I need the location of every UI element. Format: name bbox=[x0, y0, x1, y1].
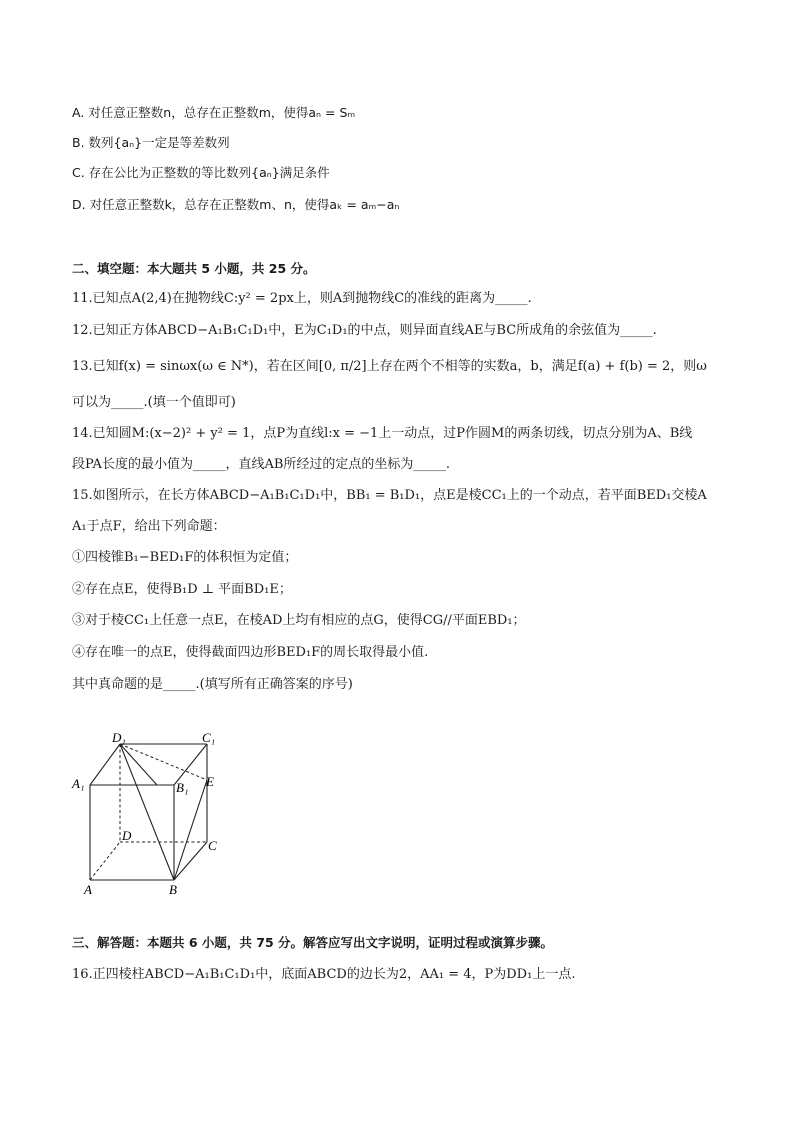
label-e: E bbox=[206, 774, 214, 789]
option-a: A. 对任意正整数n，总存在正整数m，使得aₙ = Sₘ bbox=[72, 105, 356, 120]
question-15-line-2: A₁于点F，给出下列命题： bbox=[72, 519, 226, 534]
label-a: A bbox=[84, 882, 92, 897]
label-c1: C₁ bbox=[202, 730, 216, 745]
segment-d1-b bbox=[120, 744, 174, 880]
question-16: 16.正四棱柱ABCD−A₁B₁C₁D₁中，底面ABCD的边长为2，AA₁ = 4，P为DD₁上一点. bbox=[72, 967, 576, 982]
label-d1: D₁ bbox=[112, 730, 126, 745]
statement-2: ②存在点E，使得B₁D ⊥ 平面BD₁E； bbox=[72, 582, 292, 597]
question-15-line-1: 15.如图所示，在长方体ABCD−A₁B₁C₁D₁中，BB₁ = B₁D₁，点E是棱CC₁上的一个动点，若平面BED₁交棱A bbox=[72, 488, 707, 503]
section-3-heading: 三、解答题：本题共 6 小题，共 75 分。解答应写出文字说明，证明过程或演算步骤。 bbox=[72, 935, 554, 950]
question-12: 12.已知正方体ABCD−A₁B₁C₁D₁中，E为C₁D₁的中点，则异面直线AE与BC所成角的余弦值为_____. bbox=[72, 323, 657, 338]
question-14-line-1: 14.已知圆M:(x−2)² + y² = 1，点P为直线l:x = −1上一动点，过P作圆M的两条切线，切点分别为A、B线 bbox=[72, 426, 693, 441]
edge-b1-c1 bbox=[174, 744, 207, 785]
question-13-line-2: 可以为_____.(填一个值即可) bbox=[72, 395, 236, 410]
edge-a1-d1 bbox=[90, 744, 120, 785]
option-d: D. 对任意正整数k，总存在正整数m、n，使得aₖ = aₘ−aₙ bbox=[72, 197, 400, 212]
statement-3: ③对于棱CC₁上任意一点E，在棱AD上均有相应的点G，使得CG//平面EBD₁； bbox=[72, 613, 526, 628]
option-c: C. 存在公比为正整数的等比数列{aₙ}满足条件 bbox=[72, 165, 330, 180]
question-13-line-1: 13.已知f(x) = sinωx(ω ∈ N*)，若在区间[0, π/2]上存在两个不相等的实数a，b，满足f(a) + f(b) = 2，则ω bbox=[72, 359, 707, 374]
question-11: 11.已知点A(2,4)在抛物线C:y² = 2px上，则A到抛物线C的准线的距离为_____. bbox=[72, 291, 532, 306]
segment-d1-b1 bbox=[120, 744, 157, 785]
statement-1: ①四棱锥B₁−BED₁F的体积恒为定值； bbox=[72, 550, 298, 565]
statement-4: ④存在唯一的点E，使得截面四边形BED₁F的周长取得最小值. bbox=[72, 645, 429, 660]
question-14-line-2: 段PA长度的最小值为_____，直线AB所经过的定点的坐标为_____. bbox=[72, 457, 451, 472]
label-b: B bbox=[169, 882, 177, 897]
option-b: B. 数列{aₙ}一定是等差数列 bbox=[72, 135, 230, 150]
segment-b-e bbox=[174, 780, 207, 880]
edge-b-c bbox=[174, 842, 207, 880]
hidden-edge-a-d bbox=[90, 842, 120, 880]
hidden-segment-d1-e bbox=[120, 744, 207, 780]
cuboid-figure bbox=[70, 728, 240, 898]
label-c: C bbox=[208, 838, 217, 853]
question-15-ask: 其中真命题的是_____.(填写所有正确答案的序号) bbox=[72, 677, 353, 692]
label-a1: A₁ bbox=[72, 776, 85, 791]
label-d: D bbox=[122, 828, 132, 843]
section-2-heading: 二、填空题：本大题共 5 小题，共 25 分。 bbox=[72, 261, 316, 276]
label-b1: B₁ bbox=[176, 780, 189, 795]
